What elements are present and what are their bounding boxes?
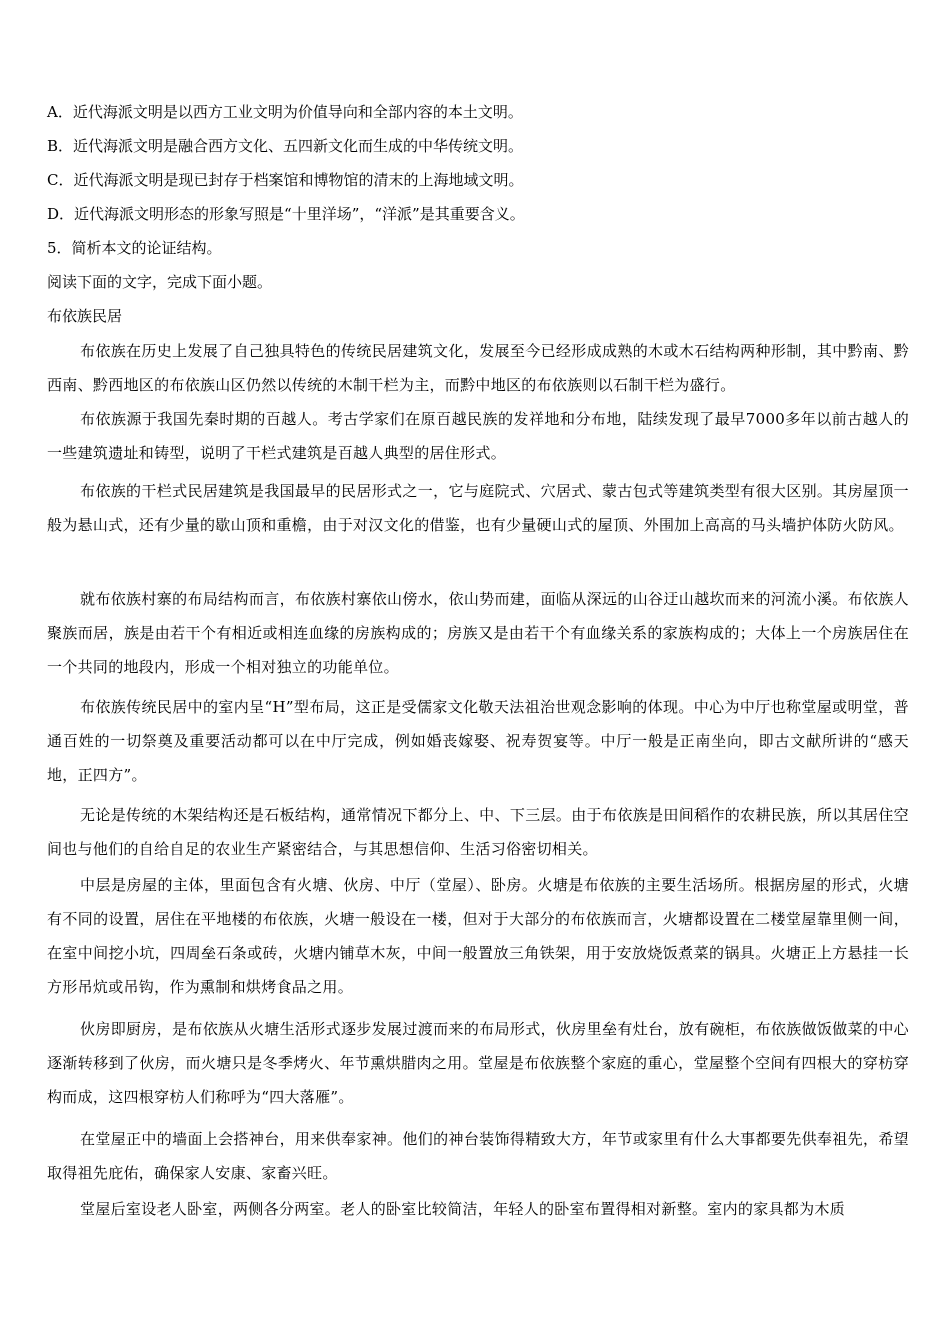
article-paragraph: 布依族源于我国先秦时期的百越人。考古学家们在原百越民族的发祥地和分布地，陆续发现了最早7000多年以前古越人的一些建筑遗址和铸型，说明了干栏式建筑是百越人典型的居住形式。 xyxy=(47,410,909,462)
article-paragraph: 布依族在历史上发展了自己独具特色的传统民居建筑文化，发展至今已经形成成熟的木或木石结构两种形制，其中黔南、黔西南、黔西地区的布依族山区仍然以传统的木制干栏为主，而黔中地区的布依族则以石制干栏为盛行。 xyxy=(47,342,909,394)
option-d: D．近代海派文明形态的形象写照是“十里洋场”，“洋派”是其重要含义。 xyxy=(47,205,525,223)
article-paragraph: 中层是房屋的主体，里面包含有火塘、伙房、中厅（堂屋）、卧房。火塘是布依族的主要生活场所。根据房屋的形式，火塘有不同的设置，居住在平地楼的布依族，火塘一般设在一楼，但对于大部分的布依族而言，火塘都设置在二楼堂屋靠里侧一间，在室中间挖小坑，四周垒石条或砖，火塘内铺草木灰，中间一般置放三角铁架，用于安放烧饭煮菜的锅具。火塘正上方悬挂一长方形吊炕或吊钩，作为熏制和烘烤食品之用。 xyxy=(47,876,909,996)
article-title: 布依族民居 xyxy=(47,307,123,325)
article-paragraph: 伙房即厨房，是布依族从火塘生活形式逐步发展过渡而来的布局形式，伙房里垒有灶台，放有碗柜，布依族做饭做菜的中心逐渐转移到了伙房，而火塘只是冬季烤火、年节熏烘腊肉之用。堂屋是布依族整个家庭的重心，堂屋整个空间有四根大的穿枋穿构而成，这四根穿枋人们称呼为“四大落雁”。 xyxy=(47,1020,909,1106)
option-a: A．近代海派文明是以西方工业文明为价值导向和全部内容的本土文明。 xyxy=(47,103,523,121)
article-paragraph: 无论是传统的木架结构还是石板结构，通常情况下都分上、中、下三层。由于布依族是田间稻作的农耕民族，所以其居住空间也与他们的自给自足的农业生产紧密结合，与其思想信仰、生活习俗密切相关。 xyxy=(47,806,909,858)
article-paragraph: 堂屋后室设老人卧室，两侧各分两室。老人的卧室比较简洁，年轻人的卧室布置得相对新整。室内的家具都为木质 xyxy=(80,1200,846,1218)
article-paragraph: 布依族传统民居中的室内呈“H”型布局，这正是受儒家文化敬天法祖治世观念影响的体现。中心为中厅也称堂屋或明堂，普通百姓的一切祭奠及重要活动都可以在中厅完成，例如婚丧嫁娶、祝寿贺宴等。中厅一般是正南坐向，即古文献所讲的“感天地，正四方”。 xyxy=(47,698,909,784)
article-paragraph: 就布依族村寨的布局结构而言，布依族村寨依山傍水，依山势而建，面临从深远的山谷迂山越坎而来的河流小溪。布依族人聚族而居，族是由若干个有相近或相连血缘的房族构成的；房族又是由若干个有血缘关系的家族构成的；大体上一个房族居住在一个共同的地段内，形成一个相对独立的功能单位。 xyxy=(47,590,909,676)
reading-instruction: 阅读下面的文字，完成下面小题。 xyxy=(47,273,273,291)
article-paragraph: 布依族的干栏式民居建筑是我国最早的民居形式之一，它与庭院式、穴居式、蒙古包式等建筑类型有很大区别。其房屋顶一般为悬山式，还有少量的歇山顶和重檐，由于对汉文化的借鉴，也有少量硬山式的屋顶、外围加上高高的马头墙护体防火防风。 xyxy=(47,482,909,534)
question-5: 5．简析本文的论证结构。 xyxy=(47,239,222,257)
option-c: C．近代海派文明是现已封存于档案馆和博物馆的清末的上海地域文明。 xyxy=(47,171,524,189)
article-paragraph: 在堂屋正中的墙面上会搭神台，用来供奉家神。他们的神台装饰得精致大方，年节或家里有什么大事都要先供奉祖先，希望取得祖先庇佑，确保家人安康、家畜兴旺。 xyxy=(47,1130,909,1182)
option-b: B．近代海派文明是融合西方文化、五四新文化而生成的中华传统文明。 xyxy=(47,137,524,155)
